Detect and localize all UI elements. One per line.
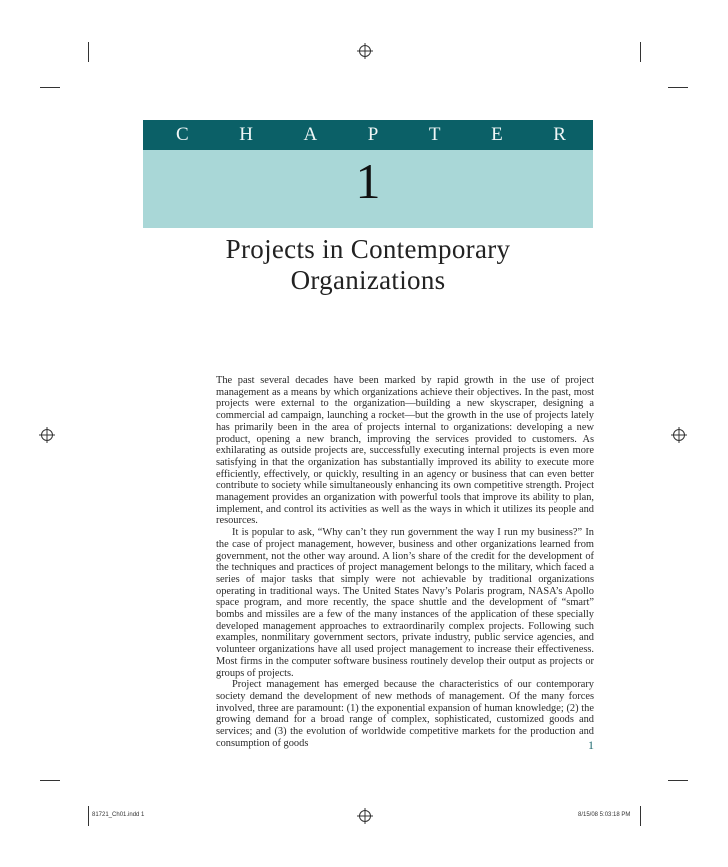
registration-mark-right-icon xyxy=(673,429,685,441)
crop-mark-bottom-left xyxy=(88,806,89,826)
slug-file-name: 81721_Ch01.indd 1 xyxy=(92,812,145,818)
registration-mark-left-icon xyxy=(41,429,53,441)
paragraph: Project management has emerged because the characteristics of our contemporary society demand the development of new methods of management. Of the many forces involved, three are paramount: (1) the exponential expansion of human knowledge; (2) the growing demand for a broad range of complex, sophisticated, customized goods and services; and (3) the evolution of worldwide competitive markets for the production and consumption of goods xyxy=(216,679,594,749)
chapter-letter: T xyxy=(428,124,441,145)
chapter-title-line: Organizations xyxy=(290,265,446,295)
crop-mark-bottom-right xyxy=(640,806,641,826)
chapter-letter: C xyxy=(176,124,189,145)
crop-mark-bottom-left-h xyxy=(40,780,60,781)
crop-mark-top-right xyxy=(640,42,641,62)
chapter-letter: A xyxy=(303,124,318,145)
registration-mark-bottom-icon xyxy=(359,810,371,822)
paragraph: It is popular to ask, “Why can’t they run government the way I run my business?” In the case of project management, however, business and other organizations learned from government, not the other way around. A lion’s share of the credit for the development of the techniques and practices of project management belongs to the military, which faced a series of major tasks that simply were not achievable by traditional organizations operating in traditional ways. The United States Navy’s Polaris program, NASA’s Apollo space program, and more recently, the space shuttle and the development of “smart” bombs and missiles are a few of the many instances of the application of these specially developed management approaches to extraordinarily complex projects. Following such examples, nonmilitary government sectors, private industry, public service agencies, and volunteer organizations have all used project management to increase their effectiveness. Most firms in the computer software business routinely develop their output as projects or groups of projects. xyxy=(216,527,594,679)
chapter-letter: H xyxy=(239,124,253,145)
paragraph: The past several decades have been marked by rapid growth in the use of project management as a means by which organizations achieve their objectives. In the past, most projects were external to the organization—building a new skyscraper, designing a commercial ad campaign, launching a rocket—but the growth in the use of projects lately has primarily been in the area of projects internal to organizations: developing a new product, opening a new branch, improving the services provided to customers. As exhilarating as outside projects are, successfully executing internal projects is even more satisfying in that the organization has substantially improved its ability to execute more efficiently, effectively, or quickly, resulting in an agency or business that can even better contribute to society while simultaneously enhancing its own competitive strength. Project management provides an organization with powerful tools that improve its ability to plan, implement, and control its activities as well as the ways in which it utilizes its people and resources. xyxy=(216,375,594,527)
crop-mark-top-left-h xyxy=(40,87,60,88)
page-number: 1 xyxy=(588,738,594,752)
chapter-title-line: Projects in Contemporary xyxy=(225,234,511,264)
chapter-number: 1 xyxy=(355,153,381,209)
crop-mark-bottom-right-h xyxy=(668,780,688,781)
registration-mark-top-icon xyxy=(359,45,371,57)
chapter-letter: P xyxy=(367,124,379,145)
slug-date: 8/15/08 5:03:18 PM xyxy=(578,812,631,818)
body-text xyxy=(216,375,594,750)
chapter-title xyxy=(143,234,593,296)
crop-mark-top-left xyxy=(88,42,89,62)
chapter-label xyxy=(176,120,566,150)
crop-mark-top-right-h xyxy=(668,87,688,88)
chapter-letter: E xyxy=(491,124,503,145)
chapter-letter: R xyxy=(553,124,566,145)
